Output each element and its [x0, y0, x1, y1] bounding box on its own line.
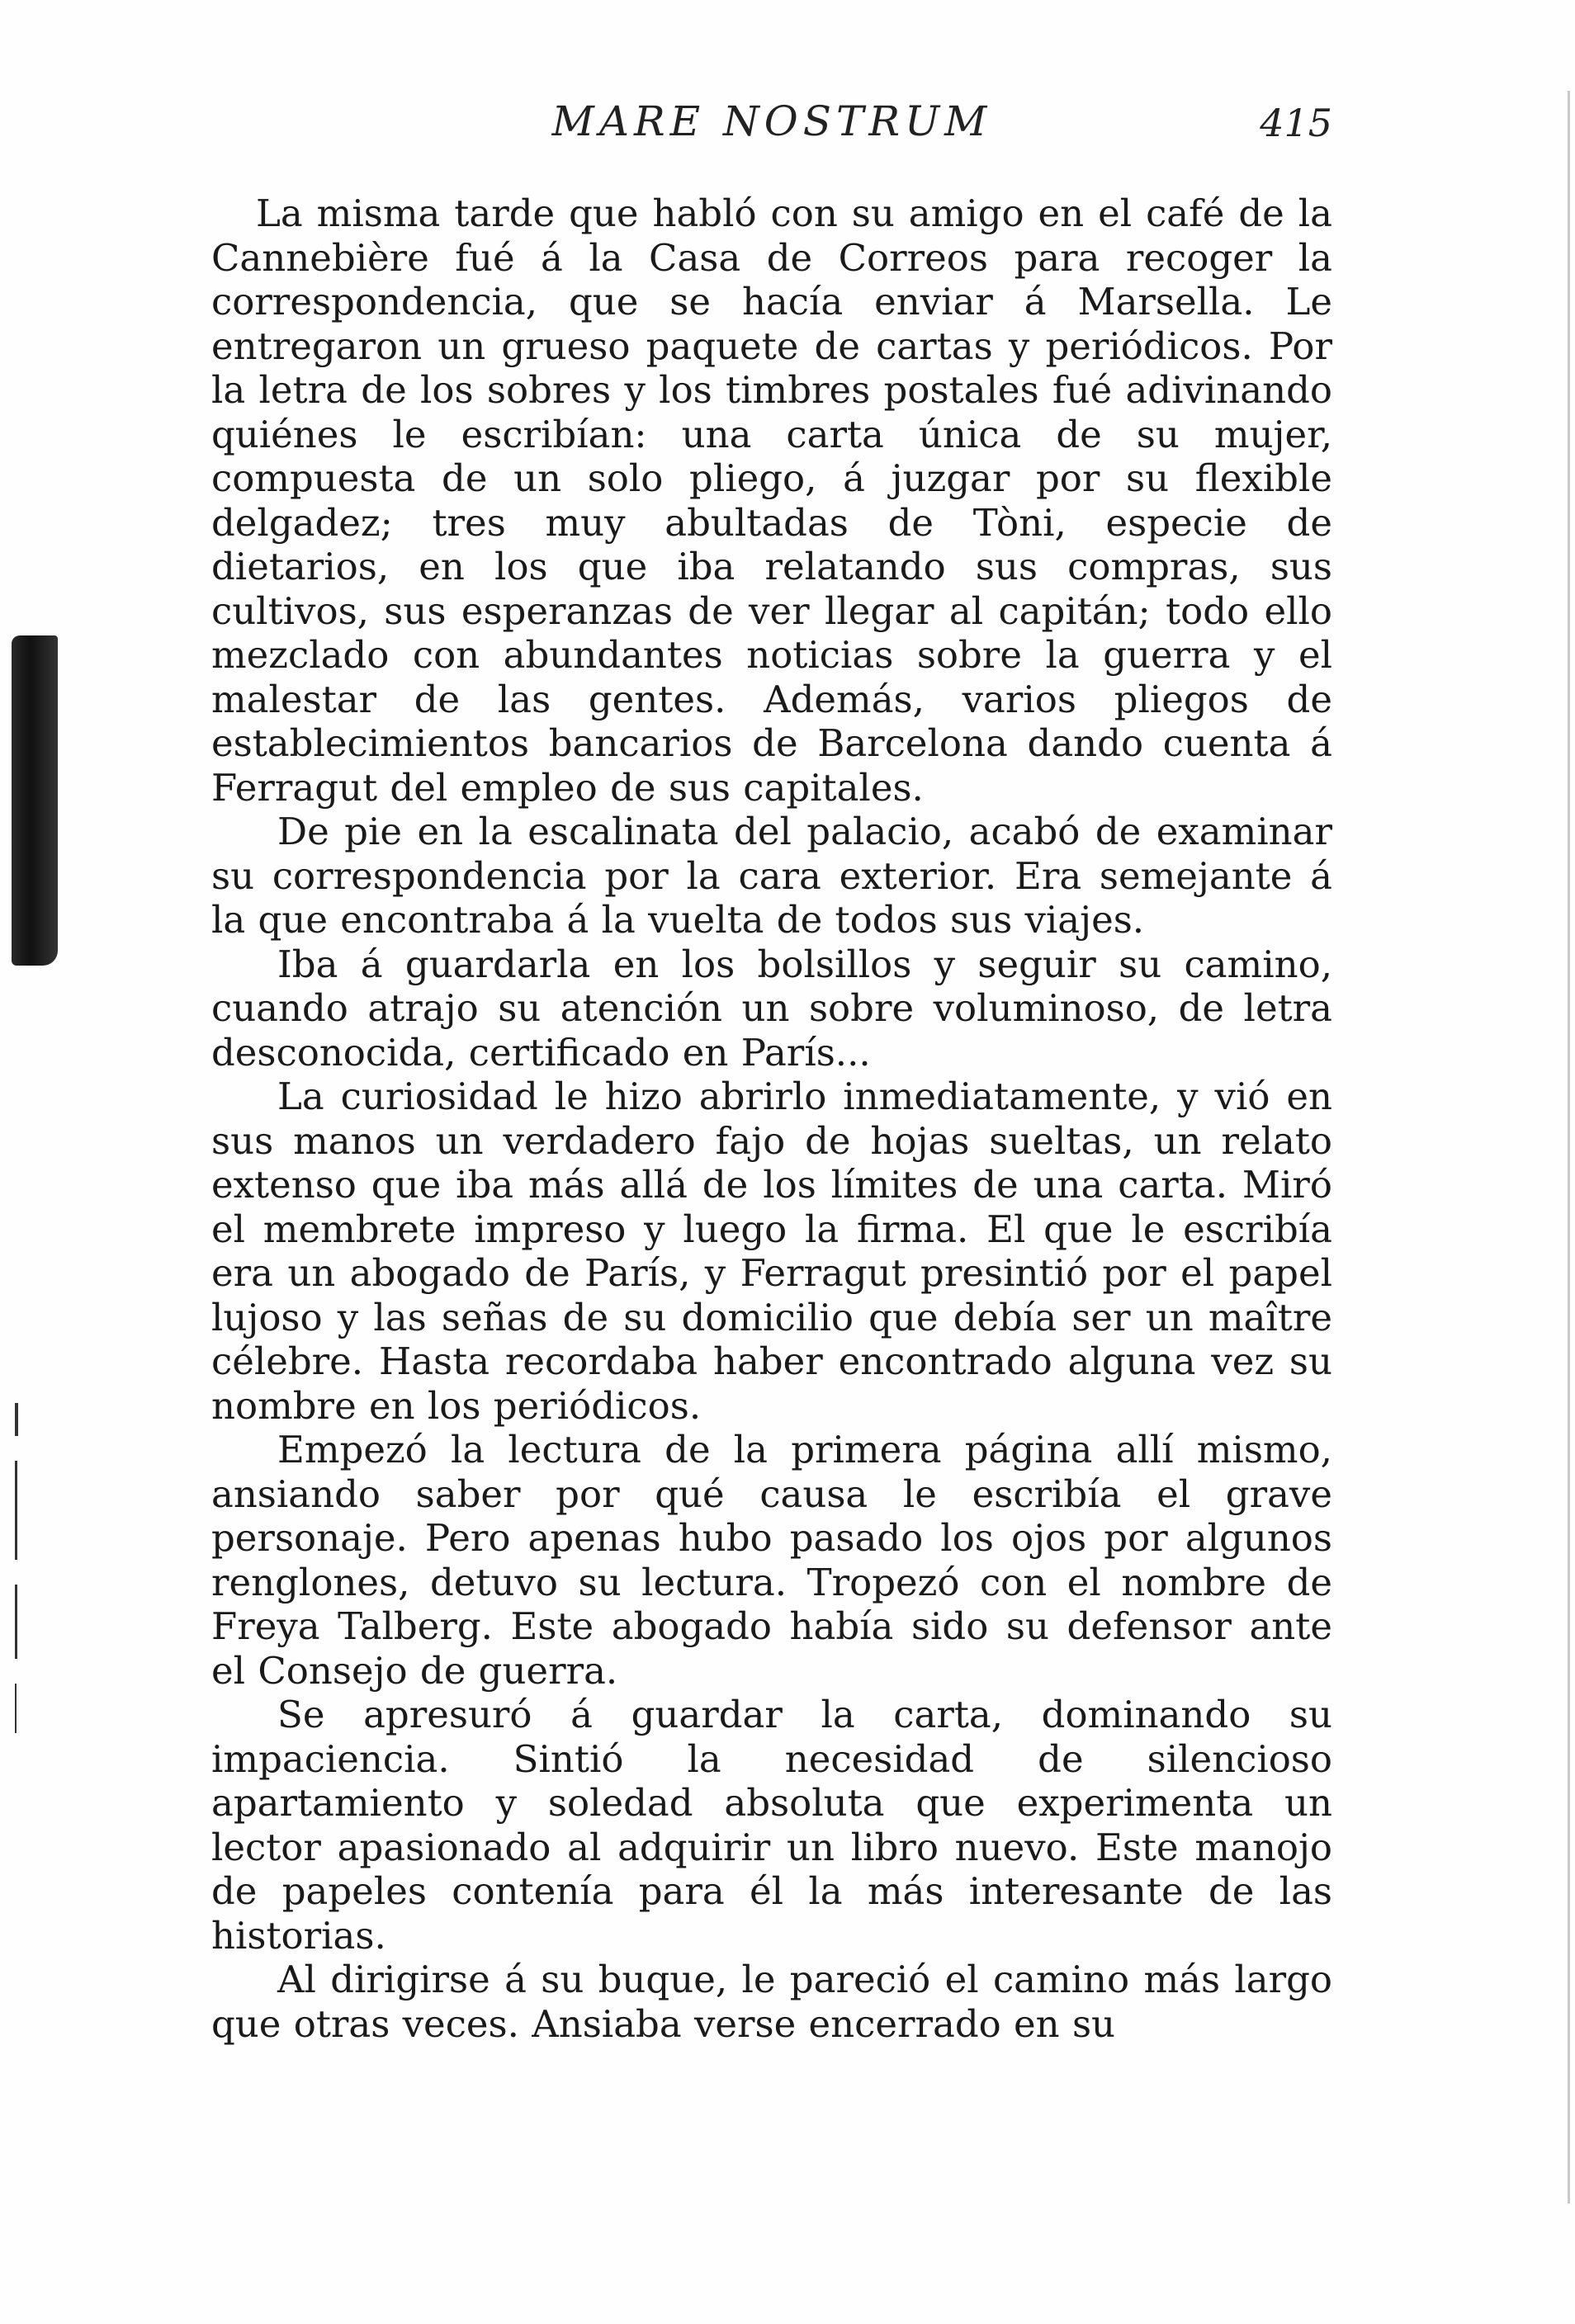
body-text [211, 191, 1332, 2172]
running-title: MARE NOSTRUM [551, 97, 992, 145]
paragraph: La misma tarde que habló con su amigo en el café de la Cannebière fué á la Casa de Correos para recoger la correspondencia, que se hacía enviar á Marsella. Le entregaron un grueso paquete de cartas y periódicos. Por la letra de los sobres y los timbres postales fué adivinando quiénes le escribían: una carta única de su mujer, compuesta de un solo pliego, á juzgar por su flexible delgadez; tres muy abultadas de Tòni, especie de dietarios, en los que iba relatando sus compras, sus cultivos, sus esperanzas de ver llegar al capitán; todo ello mezclado con abundantes noticias sobre la guerra y el malestar de las gentes. Además, varios pliegos de establecimientos bancarios de Barcelona dando cuenta á Ferragut del empleo de sus capitales. [211, 191, 1332, 810]
scan-edge-tick [15, 1585, 17, 1659]
paragraph: Al dirigirse á su buque, le pareció el camino más largo que otras veces. Ansiaba verse encerrado en su [211, 1958, 1332, 2046]
running-header [211, 89, 1332, 155]
scan-edge-shadow [12, 635, 58, 966]
paragraph: Empezó la lectura de la primera página allí mismo, ansiando saber por qué causa le escribía el grave personaje. Pero apenas hubo pasado los ojos por algunos renglones, detuvo su lectura. Tropezó con el nombre de Freya Talberg. Este abogado había sido su defensor ante el Consejo de guerra. [211, 1428, 1332, 1693]
page-number: 415 [1260, 101, 1332, 145]
paragraph: La curiosidad le hizo abrirlo inmediatamente, y vió en sus manos un verdadero fajo de hojas sueltas, un relato extenso que iba más allá de los límites de una carta. Miró el membrete impreso y luego la firma. El que le escribía era un abogado de París, y Ferragut presintió por el papel lujoso y las señas de su domicilio que debía ser un maître célebre. Hasta recordaba haber encontrado alguna vez su nombre en los periódicos. [211, 1075, 1332, 1428]
paragraph: Iba á guardarla en los bolsillos y seguir su camino, cuando atrajo su atención un sobre voluminoso, de letra desconocida, certificado en París... [211, 942, 1332, 1075]
page-edge-rule [1568, 91, 1570, 2204]
scan-edge-tick [15, 1403, 18, 1436]
scan-edge-tick [15, 1684, 17, 1733]
paragraph: De pie en la escalinata del palacio, acabó de examinar su correspondencia por la cara exterior. Era semejante á la que encontraba á la vuelta de todos sus viajes. [211, 810, 1332, 942]
paragraph: Se apresuró á guardar la carta, dominando su impaciencia. Sintió la necesidad de silencioso apartamiento y soledad absoluta que experimenta un lector apasionado al adquirir un libro nuevo. Este manojo de papeles contenía para él la más interesante de las historias. [211, 1693, 1332, 1958]
scan-edge-tick [15, 1461, 17, 1560]
